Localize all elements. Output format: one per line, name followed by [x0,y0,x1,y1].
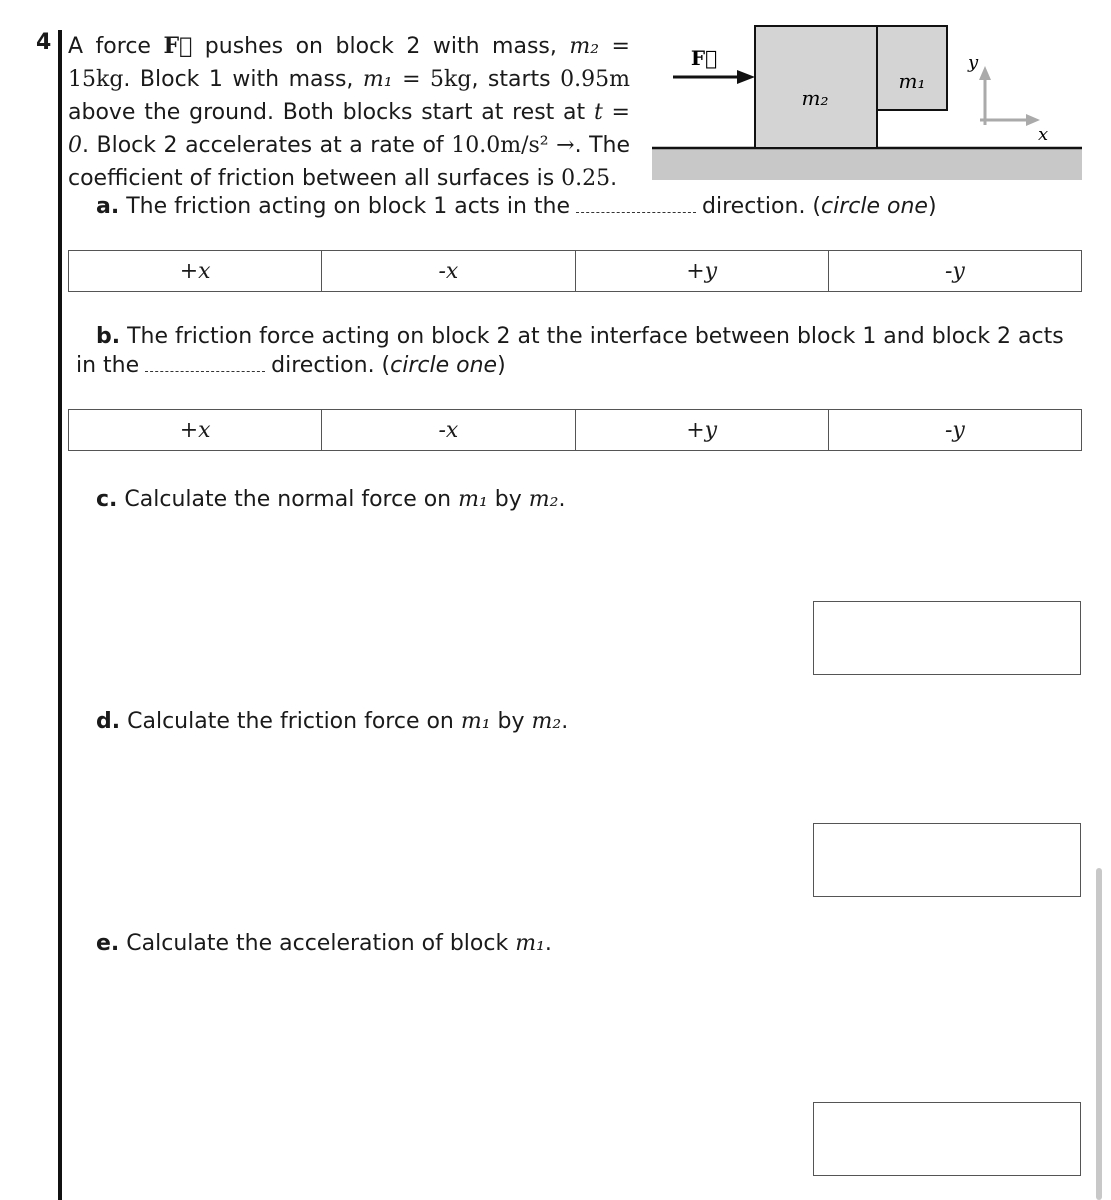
part-e-text: Calculate the acceleration of block [126,931,516,956]
mass1-symbol: m₁ [362,67,393,92]
axis-x-label: x [1038,124,1049,145]
mass2-value: = 15kg [68,34,630,92]
part-d-m2: m₂ [531,709,562,734]
part-a-hint: circle one [821,194,928,219]
intro-text: , starts [471,67,561,92]
intro-text: A force [68,34,164,59]
axis-y-label: y [968,52,979,73]
part-d-end: . [561,709,569,734]
part-d-prompt [96,707,568,737]
part-b-letter: b. [96,324,121,349]
part-a-text: The friction acting on block 1 acts in the [126,194,571,219]
blocks-diagram [640,20,1090,190]
force-label: F⃗ [690,46,718,70]
part-a-choice-plus-x[interactable]: +x [69,251,322,291]
part-d-by: by [490,709,532,734]
part-c-prompt [96,485,565,515]
problem-statement [68,30,630,195]
part-c-end: . [558,487,566,512]
scrollbar[interactable] [1096,868,1102,1200]
intro-text: . Block 1 with mass, [123,67,363,92]
height-value: 0.95m [560,67,630,92]
part-c-letter: c. [96,487,118,512]
part-d-answer-box[interactable] [813,823,1081,897]
paren-close: ) [927,194,937,219]
part-b-text-after: direction. ( [271,353,391,378]
intro-text: . The coefficient of friction between all surfaces is [68,133,631,191]
part-b-choice-plus-x[interactable]: +x [69,410,322,450]
part-d-text: Calculate the friction force on [127,709,461,734]
mass1-value: = 5kg [392,67,472,92]
part-c-m2: m₂ [528,487,559,512]
part-c-answer-box[interactable] [813,601,1081,675]
acceleration-value: 10.0m/s² → [451,133,575,158]
force-symbol: F⃗ [163,33,193,59]
block-1 [877,26,947,110]
part-a-blank [576,194,696,213]
part-e-answer-box[interactable] [813,1102,1081,1176]
part-b-text-before: in the [76,353,140,378]
part-e-m1: m₁ [515,931,545,956]
part-e-letter: e. [96,931,120,956]
part-b-text: The friction force acting on block 2 at the interface between block 1 and block 2 acts [127,324,1064,349]
part-c-text: Calculate the normal force on [124,487,459,512]
margin-bar [58,30,62,1200]
intro-text: . [610,166,618,191]
part-d-letter: d. [96,709,121,734]
part-a-choice-minus-x[interactable]: -x [322,251,575,291]
part-a-text-after: direction. ( [702,194,822,219]
part-a-choices [68,250,1082,292]
part-c-by: by [487,487,529,512]
intro-text: pushes on block 2 with mass, [192,34,570,59]
block1-label: m₁ [898,69,926,93]
part-a-choice-minus-y[interactable]: -y [944,258,965,284]
coordinate-axes [967,52,1048,145]
part-b-choices [68,409,1082,451]
part-b-choice-minus-y[interactable]: -y [944,417,965,443]
part-b-choice-plus-y[interactable]: +y [576,410,829,450]
part-b-prompt-line2 [76,351,506,381]
part-a-letter: a. [96,194,120,219]
question-number: 4 [36,30,52,55]
intro-text: above the ground. Both blocks start at rest at [68,100,594,125]
part-b-prompt-line1 [96,322,1064,352]
block2-label: m₂ [801,86,829,110]
part-d-m1: m₁ [460,709,491,734]
part-e-prompt [96,929,552,959]
friction-coefficient: 0.25 [561,166,611,191]
part-c-m1: m₁ [458,487,488,512]
part-b-hint: circle one [390,353,498,378]
part-a-prompt [96,192,937,222]
mass2-symbol: m₂ [569,34,600,59]
part-b-choice-minus-x[interactable]: -x [322,410,575,450]
time-zero: t = 0 [68,100,630,158]
part-b-blank [145,353,265,372]
intro-text: . Block 2 accelerates at a rate of [82,133,452,158]
ground [652,148,1082,180]
part-e-end: . [544,931,552,956]
part-a-choice-plus-y[interactable]: +y [576,251,829,291]
paren-close: ) [497,353,506,378]
